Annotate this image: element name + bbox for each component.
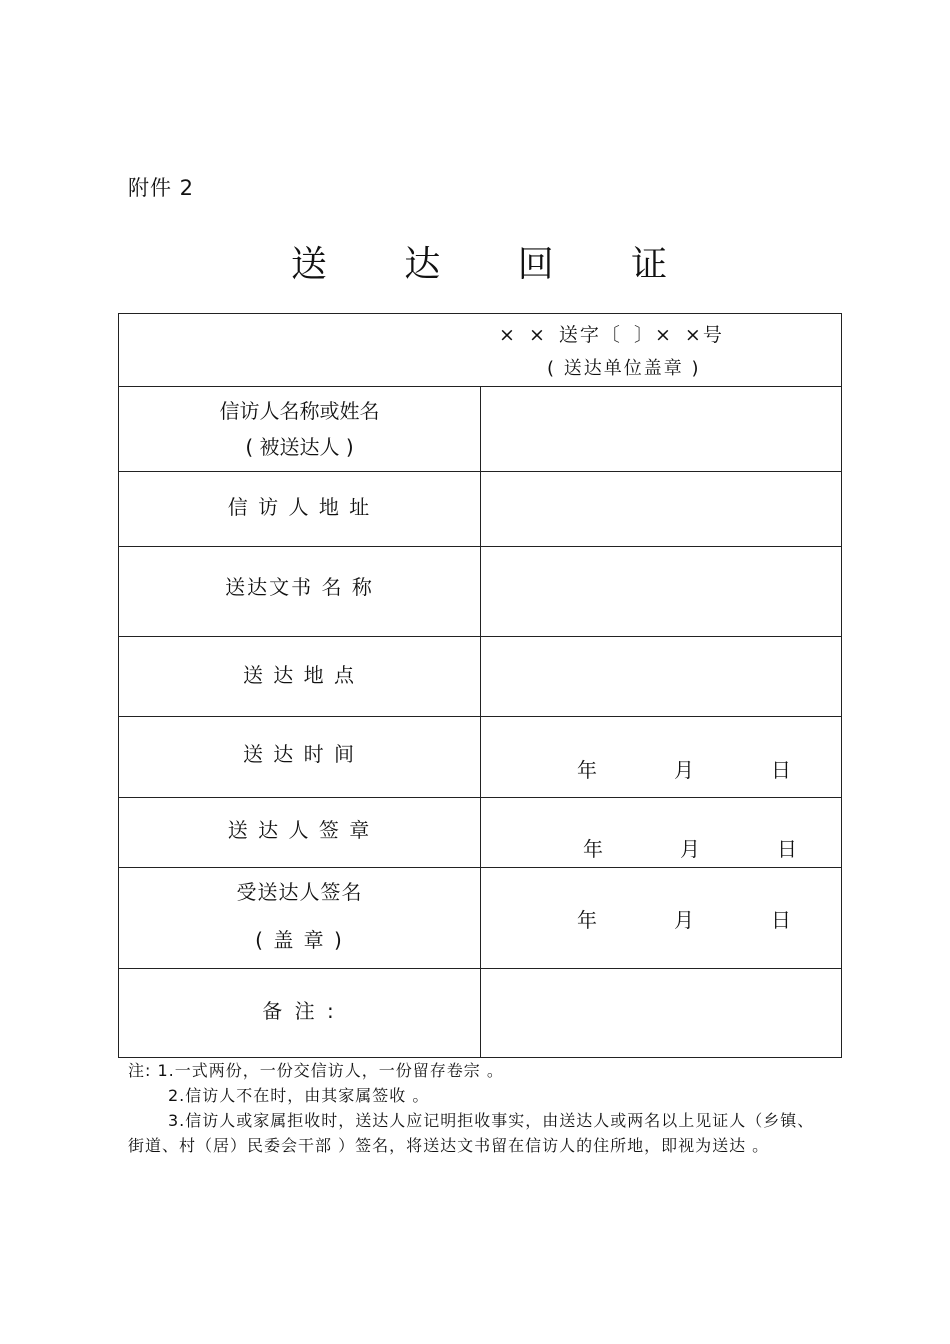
label-subtext: ( 被送达人 ) — [245, 435, 354, 459]
row-label — [119, 868, 481, 969]
label-text: 备 注 : — [262, 999, 337, 1023]
document-title: 送 达 回 证 — [290, 244, 670, 285]
form-row-petitioner-name — [119, 386, 841, 472]
note-2: 2.信访人不在时，由其家属签收 。 — [168, 1086, 430, 1105]
label-text: 送 达 时 间 — [242, 742, 357, 766]
footnotes — [128, 1058, 828, 1158]
row-label — [119, 969, 481, 1058]
label-text: 信 访 人 地 址 — [227, 495, 372, 519]
row-label — [119, 387, 481, 472]
label-text: 送 达 地 点 — [242, 663, 357, 687]
service-location-field[interactable] — [481, 637, 841, 717]
form-row-service-time — [119, 716, 841, 798]
form-row-service-location — [119, 636, 841, 717]
remarks-field[interactable] — [481, 969, 841, 1058]
row-label — [119, 798, 481, 868]
note-1: 注: 1.一式两份，一份交信访人，一份留存卷宗 。 — [128, 1061, 504, 1080]
label-text: 送 达 人 签 章 — [227, 818, 372, 842]
note-3: 3.信访人或家属拒收时，送达人应记明拒收事实，由送达人或两名以上见证人（乡镇、街道、村（居）民委会干部 ）签名，将送达文书留在信访人的住所地，即视为送达 。 — [128, 1111, 815, 1155]
date-fields — [577, 754, 868, 783]
month-label: 月 — [674, 908, 694, 932]
row-label — [119, 717, 481, 798]
form-row-remarks — [119, 968, 841, 1058]
month-label: 月 — [674, 758, 694, 782]
seal-note: ( 送达单位盖章 ) — [547, 358, 701, 379]
year-label: 年 — [577, 908, 597, 932]
label-subtext: ( 盖 章 ) — [255, 928, 344, 952]
attachment-label: 附件 2 — [128, 176, 195, 200]
petitioner-name-field[interactable] — [481, 387, 841, 472]
service-receipt-form — [118, 313, 842, 1058]
recipient-signature-field[interactable] — [481, 868, 841, 969]
row-label — [119, 547, 481, 637]
day-label: 日 — [771, 758, 791, 782]
row-label — [119, 637, 481, 717]
label-text: 受送达人签名 — [236, 880, 363, 904]
form-header-row — [119, 314, 841, 386]
form-row-recipient-signature — [119, 867, 841, 969]
day-label: 日 — [777, 837, 797, 861]
form-row-address — [119, 471, 841, 547]
year-label: 年 — [577, 758, 597, 782]
date-fields — [583, 833, 874, 862]
month-label: 月 — [680, 837, 700, 861]
day-label: 日 — [771, 908, 791, 932]
document-name-field[interactable] — [481, 547, 841, 637]
date-fields — [577, 904, 868, 933]
form-row-document-name — [119, 546, 841, 637]
address-field[interactable] — [481, 472, 841, 547]
year-label: 年 — [583, 837, 603, 861]
label-text: 信访人名称或姓名 — [219, 399, 380, 423]
service-time-field[interactable] — [481, 717, 841, 798]
label-text: 送达文书 名 称 — [225, 575, 374, 599]
row-label — [119, 472, 481, 547]
server-signature-field[interactable] — [481, 798, 841, 868]
document-number: × × 送字〔 〕× ×号 — [499, 324, 724, 346]
form-row-server-signature — [119, 797, 841, 868]
